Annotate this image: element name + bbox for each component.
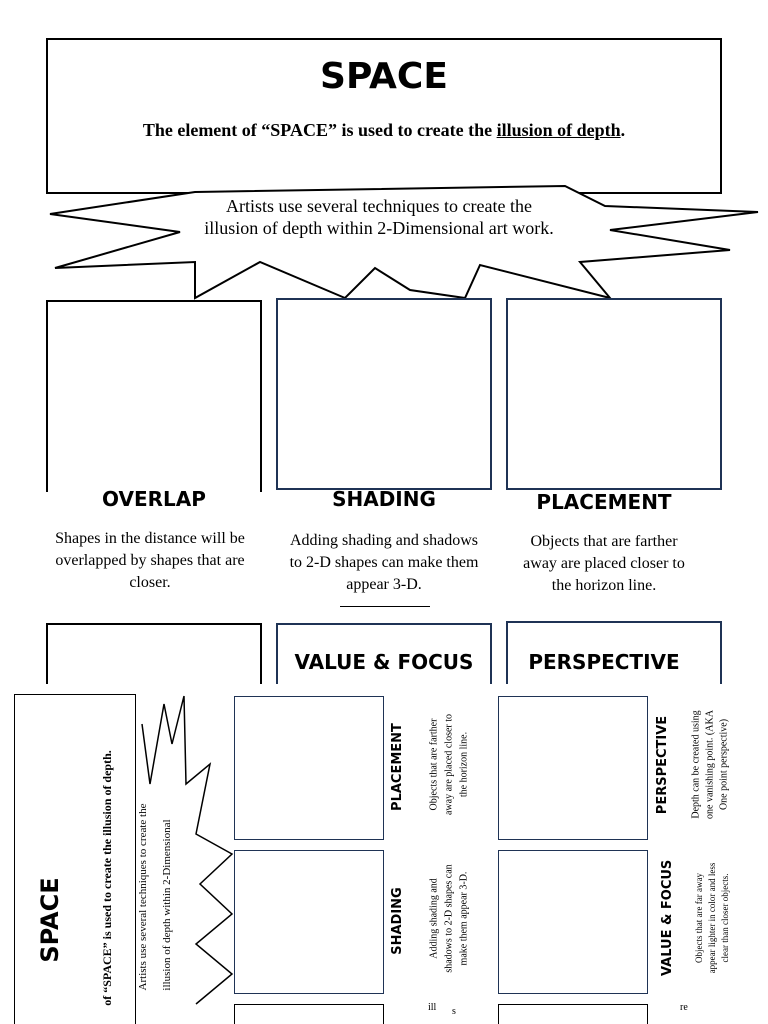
overlap-description: Shapes in the distance will be overlapped by shapes that are closer. [55,530,245,591]
rotated-shading-heading: SHADING [390,887,405,955]
rotated-placement-box [234,696,384,840]
rotated-edge-text-2: s [452,1006,456,1017]
rotated-box-3 [234,1004,384,1024]
rotated-worksheet-preview [0,684,768,1024]
rotated-value-line-2: appear lighter in color and less [707,862,717,974]
placement-heading: PLACEMENT [536,490,672,514]
blank-line [340,606,430,607]
overlap-heading: OVERLAP [102,487,206,511]
rotated-starburst-line [142,696,232,1004]
rotated-edge-text-3: re [680,1002,688,1013]
rotated-value-focus-box [498,850,648,994]
rotated-shading-line-1: Adding shading and [428,878,440,959]
placement-drawing-box [506,298,722,490]
rotated-box-6 [498,1004,648,1024]
rotated-burst-line-1: Artists use several techniques to create the [137,803,149,991]
subtitle-text: The element of “SPACE” is used to create the [142,120,497,140]
rotated-value-line-1: Objects that are far away [694,873,704,963]
rotated-perspective-box [498,696,648,840]
subtitle-underlined: illusion of depth [496,120,621,140]
rotated-edge-text-1: ill [428,1002,437,1013]
rotated-shading-box [234,850,384,994]
overlap-drawing-box [46,300,262,492]
value-focus-heading: VALUE & FOCUS [294,650,474,674]
shading-description: Adding shading and shadows to 2-D shapes can make them appear 3-D. [289,532,479,593]
placement-description: Objects that are farther away are placed closer to the horizon line. [523,533,685,594]
rotated-placement-line-2: away are placed closer to [443,713,455,816]
rotated-value-line-3: clear than closer objects. [720,873,730,963]
rotated-subtitle: of “SPACE” is used to create the illusion of depth. [100,750,114,1006]
shading-drawing-box [276,298,492,490]
rotated-perspective-line-1: Depth can be created using [690,710,702,819]
rotated-placement-line-1: Objects that are farther [428,718,440,811]
rotated-title-box [14,694,136,1024]
rotated-title: SPACE [36,877,64,963]
rotated-perspective-line-2: one vanishing point. (AKA [704,710,716,819]
rotated-shading-line-3: make them appear 3-D. [458,871,470,966]
rotated-placement-heading: PLACEMENT [390,723,405,811]
subtitle-period: . [620,120,626,140]
rotated-perspective-line-3: One point perspective) [718,718,730,811]
rotated-shading-line-2: shadows to 2-D shapes can [443,864,455,973]
page-title: SPACE [320,56,448,97]
rotated-value-focus-heading: VALUE & FOCUS [660,859,675,976]
perspective-heading: PERSPECTIVE [528,650,680,674]
shading-heading: SHADING [332,487,436,511]
burst-text: Artists use several techniques to create the illusion of depth within 2-Dimensional art work. [204,196,554,238]
rotated-placement-line-3: the horizon line. [458,731,470,798]
starburst-shape [0,0,768,310]
rotated-starburst [136,684,236,1024]
rotated-perspective-heading: PERSPECTIVE [655,715,670,815]
rotated-burst-line-2: illusion of depth within 2-Dimensional [161,819,173,991]
